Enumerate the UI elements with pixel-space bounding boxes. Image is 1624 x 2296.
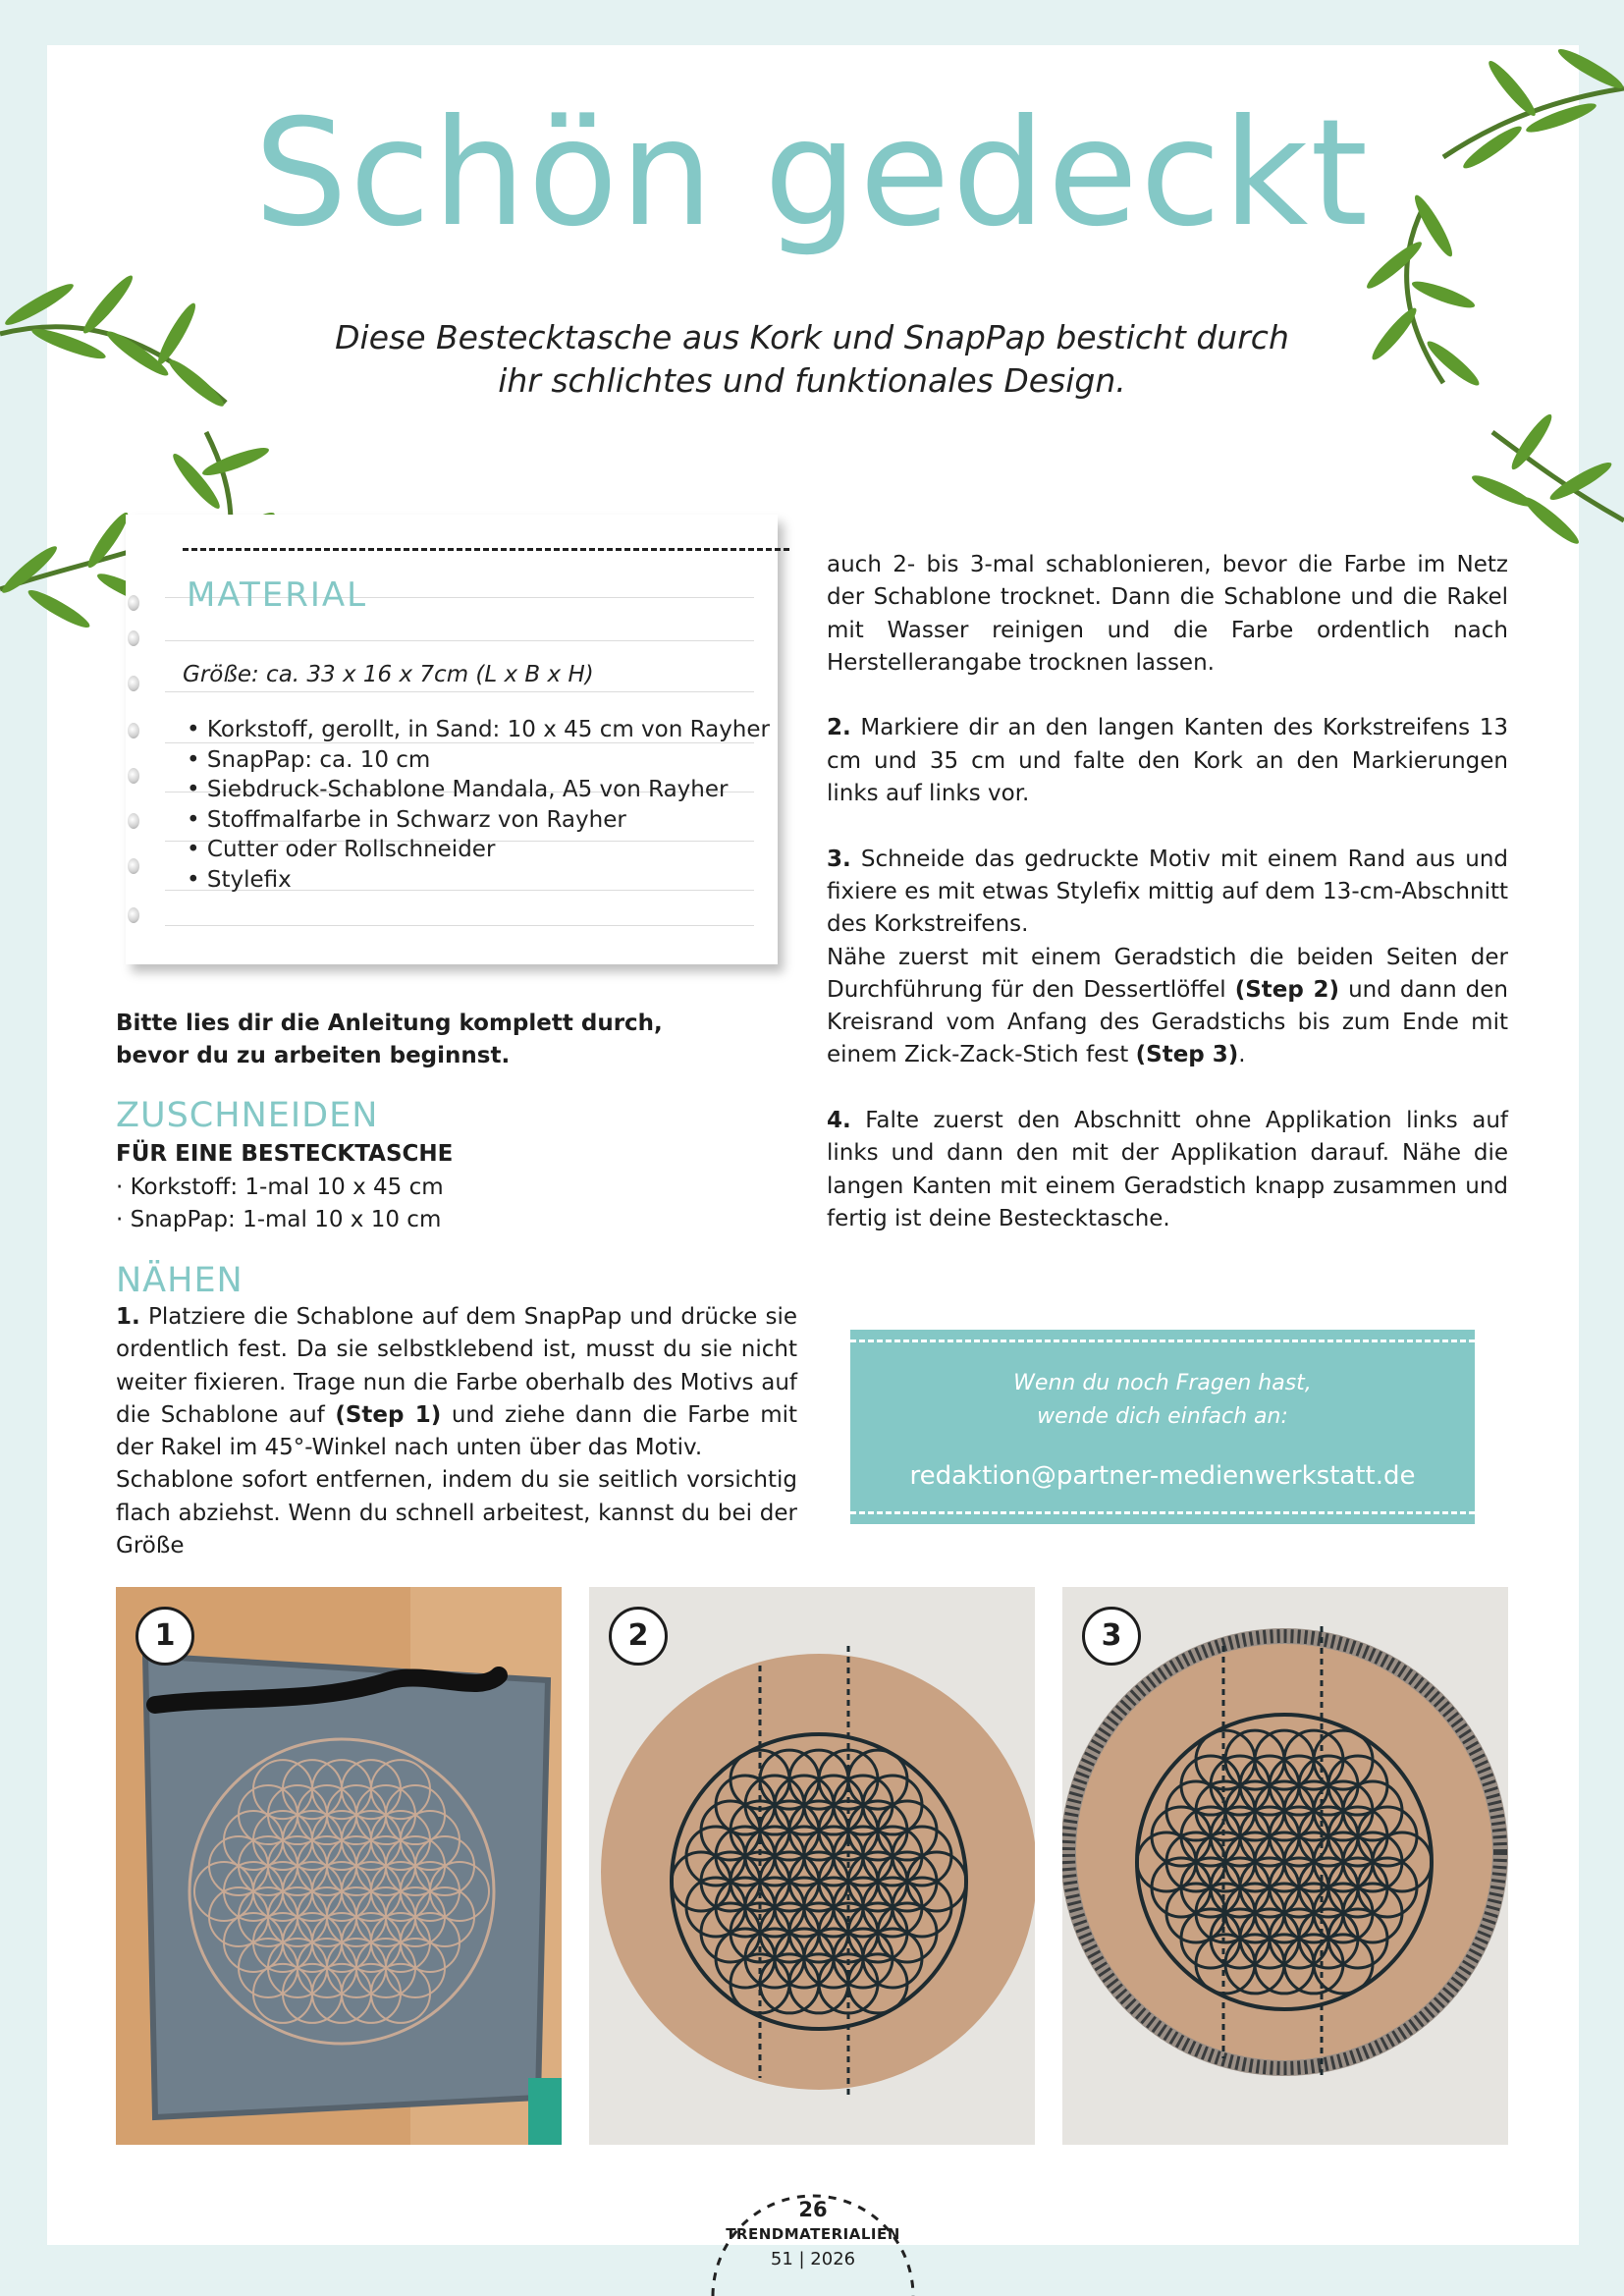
cut-heading: ZUSCHNEIDEN (116, 1096, 379, 1135)
step-number: 4. (827, 1108, 851, 1134)
subtitle-line-1: Diese Bestecktasche aus Kork und SnapPap besticht durch (335, 318, 1289, 356)
page-number: 26 (798, 2198, 828, 2221)
binder-hole (128, 768, 139, 784)
subtitle-line-2: ihr schlichtes und funktionales Design. (498, 361, 1126, 400)
material-item: • Siebdruck-Schablone Mandala, A5 von Rayher (187, 775, 770, 805)
step-2-text: Markiere dir an den langen Kanten des Korkstreifens 13 cm und 35 cm und falte den Kork an den Markierungen links auf links vor. (827, 715, 1508, 807)
contact-dashed-line (850, 1339, 1475, 1342)
step-3-text: . (1238, 1042, 1246, 1068)
binder-hole (128, 595, 139, 611)
step-1-part: und ziehe dann die Farbe mit der Rakel im 45°-Winkel nach unten über das Motiv. (116, 1401, 798, 1461)
subtitle (295, 316, 1329, 403)
step-number: 2. (827, 715, 851, 741)
issue-number: 51 | 2026 (770, 2249, 856, 2269)
card-rule (165, 925, 754, 926)
step-photo-2 (589, 1587, 1035, 2145)
step-number: 3. (827, 846, 851, 872)
contact-text (850, 1367, 1475, 1434)
cut-item: · SnapPap: 1-mal 10 x 10 cm (116, 1207, 442, 1233)
right-column (827, 549, 1508, 1235)
contact-dashed-line (850, 1511, 1475, 1514)
material-list (187, 715, 770, 895)
step-photo-3 (1062, 1587, 1508, 2145)
intro-line-2: bevor du zu arbeiten beginnst. (116, 1043, 511, 1068)
contact-email[interactable]: redaktion@partner-medienwerkstatt.de (909, 1461, 1416, 1491)
material-item: • Stoffmalfarbe in Schwarz von Rayher (187, 805, 770, 836)
binder-hole (128, 858, 139, 874)
material-item: • Cutter oder Rollschneider (187, 835, 770, 865)
material-item: • SnapPap: ca. 10 cm (187, 745, 770, 776)
step-3-text: und dann den Kreisrand vom Anfang des Geradstichs bis zum Ende mit einem Zick-Zack-Stich fest (827, 976, 1509, 1068)
binder-hole (128, 907, 139, 923)
step-badge-1: 1 (135, 1607, 194, 1666)
step-ref: (Step 3) (1135, 1042, 1239, 1068)
cut-item: · Korkstoff: 1-mal 10 x 45 cm (116, 1175, 444, 1200)
cut-subheading: FÜR EINE BESTECKTASCHE (116, 1141, 454, 1167)
card-rule (165, 640, 754, 641)
step-ref: (Step 2) (1234, 976, 1340, 1003)
step-badge-2: 2 (609, 1607, 668, 1666)
binder-hole (128, 676, 139, 691)
material-card (126, 515, 778, 964)
sew-heading: NÄHEN (116, 1261, 244, 1300)
intro-note (116, 1008, 803, 1072)
material-item: • Korkstoff, gerollt, in Sand: 10 x 45 cm von Rayher (187, 715, 770, 745)
step-1-continued: auch 2- bis 3-mal schablonieren, bevor die Farbe im Netz der Schablone trocknet. Dann die Schablone und die Rakel mit Wasser reinigen und die Farbe ordentlich nach Herstellerangabe trocknen lassen. (827, 552, 1508, 676)
card-rule (165, 691, 754, 692)
step-4-text: Falte zuerst den Abschnitt ohne Applikation links auf links und dann den mit der Applikation darauf. Nähe die langen Kanten mit einem Geradstich knapp zusammen und fertig ist deine Bestecktasche. (827, 1108, 1509, 1231)
step-photo-1 (116, 1587, 562, 2145)
binder-hole (128, 630, 139, 646)
intro-line-1: Bitte lies dir die Anleitung komplett durch, (116, 1011, 663, 1036)
contact-line: Wenn du noch Fragen hast, (1013, 1371, 1312, 1395)
step-1-part: Schablone sofort entfernen, indem du sie seitlich vorsichtig flach abziehst. Wenn du schnell arbeitest, kannst du bei der Größe (116, 1467, 797, 1559)
contact-line: wende dich einfach an: (1037, 1404, 1288, 1429)
cut-list (116, 1172, 444, 1237)
step-ref: (Step 1) (335, 1401, 442, 1428)
page-title: Schön gedeckt (253, 88, 1371, 259)
step-3-text: Schneide das gedruckte Motiv mit einem Rand aus und fixiere es mit etwas Stylefix mittig auf dem 13-cm-Abschnitt des Korkstreifens. (827, 846, 1508, 938)
step-badge-3: 3 (1082, 1607, 1141, 1666)
binder-hole (128, 813, 139, 829)
material-heading: MATERIAL (187, 575, 368, 615)
step-3-text: Nähe zuerst mit einem Geradstich die beiden Seiten der Durchführung für den Dessertlöffel (827, 944, 1508, 1003)
binder-hole (128, 723, 139, 738)
material-item: • Stylefix (187, 865, 770, 896)
contact-box (850, 1330, 1475, 1524)
magazine-name: TRENDMATERIALIEN (726, 2225, 900, 2243)
step-1-text (116, 1301, 797, 1562)
material-size: Größe: ca. 33 x 16 x 7cm (L x B x H) (183, 662, 594, 687)
step-number: 1. (116, 1304, 140, 1330)
card-dashed-line (183, 548, 789, 551)
step-1-part: Platziere die Schablone auf dem SnapPap und drücke sie ordentlich fest. Da sie selbstklebend ist, musst du sie nicht weiter fixieren. Trage nun die Farbe oberhalb des Motivs auf die Schablone auf (116, 1304, 798, 1428)
page-footer (705, 2178, 921, 2296)
